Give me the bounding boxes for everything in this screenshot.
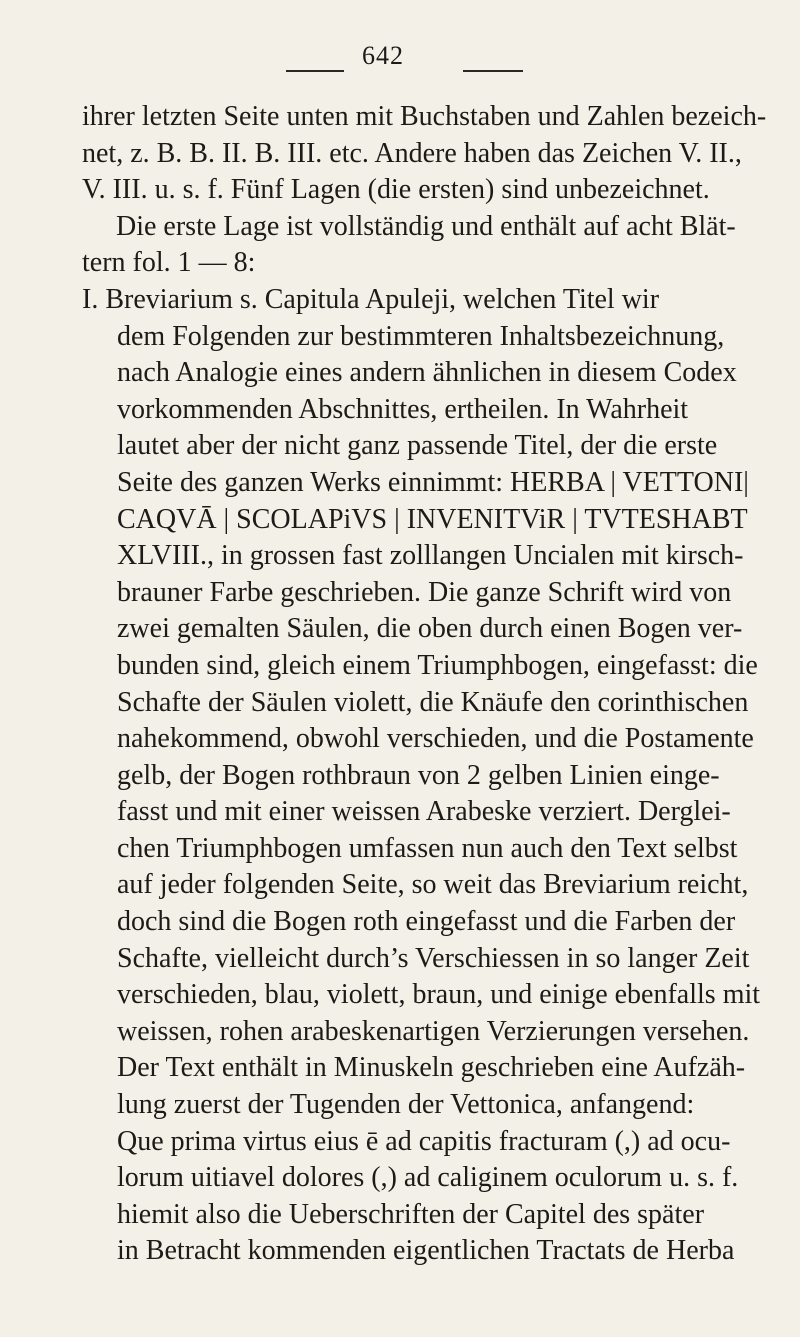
- text-line-5: tern fol. 1 — 8:: [82, 247, 256, 279]
- text-line-21: chen Triumphbogen umfassen nun auch den Text selbst: [117, 832, 738, 864]
- text-line-23: doch sind die Bogen roth eingefasst und die Farben der: [117, 906, 736, 938]
- text-line-18: nahekommend, obwohl verschieden, und die Postamente: [117, 723, 754, 755]
- text-line-17: Schafte der Säulen violett, die Knäufe den corinthischen: [117, 686, 749, 718]
- text-line-3: V. III. u. s. f. Fünf Lagen (die ersten) sind unbezeichnet.: [82, 174, 710, 206]
- text-line-22: auf jeder folgenden Seite, so weit das Breviarium reicht,: [117, 869, 749, 901]
- text-line-15: zwei gemalten Säulen, die oben durch einen Bogen ver-: [117, 613, 743, 645]
- text-line-29: Que prima virtus eius ē ad capitis fracturam (,) ad ocu-: [117, 1125, 731, 1157]
- text-line-4: Die erste Lage ist vollständig und enthält auf acht Blät-: [116, 210, 736, 242]
- text-line-9: vorkommenden Abschnittes, ertheilen. In Wahrheit: [117, 393, 689, 425]
- text-line-25: verschieden, blau, violett, braun, und einige ebenfalls mit: [117, 979, 761, 1011]
- text-line-20: fasst und mit einer weissen Arabeske verziert. Derglei-: [117, 796, 731, 828]
- text-line-7: dem Folgenden zur bestimmteren Inhaltsbezeichnung,: [117, 320, 725, 352]
- text-line-28: lung zuerst der Tugenden der Vettonica, anfangend:: [117, 1089, 695, 1121]
- text-line-11: Seite des ganzen Werks einnimmt: HERBA | VETTONI|: [117, 466, 749, 498]
- text-line-19: gelb, der Bogen rothbraun von 2 gelben Linien einge-: [117, 759, 720, 791]
- text-line-2: net, z. B. B. II. B. III. etc. Andere haben das Zeichen V. II.,: [82, 137, 742, 169]
- text-line-26: weissen, rohen arabeskenartigen Verzierungen versehen.: [117, 1015, 750, 1047]
- text-line-32: in Betracht kommenden eigentlichen Tractats de Herba: [117, 1235, 735, 1267]
- text-line-13: XLVIII., in grossen fast zolllangen Uncialen mit kirsch-: [117, 540, 744, 572]
- page-header: [0, 32, 800, 72]
- text-line-30: lorum uitiavel dolores (,) ad caliginem oculorum u. s. f.: [117, 1162, 739, 1194]
- text-line-10: lautet aber der nicht ganz passende Titel, der die erste: [117, 430, 718, 462]
- text-line-24: Schafte, vielleicht durch’s Verschiessen in so langer Zeit: [117, 942, 750, 974]
- text-line-12: CAQVĀ | SCOLAPiVS | INVENITViR | TVTESHABT: [117, 503, 748, 535]
- text-line-1: ihrer letzten Seite unten mit Buchstaben und Zahlen bezeich-: [82, 101, 767, 132]
- left-header-rule: [286, 70, 344, 72]
- text-line-14: brauner Farbe geschrieben. Die ganze Schrift wird von: [117, 576, 732, 608]
- text-line-8: nach Analogie eines andern ähnlichen in diesem Codex: [117, 357, 737, 389]
- text-line-31: hiemit also die Ueberschriften der Capitel des später: [117, 1198, 705, 1230]
- body-text: [82, 99, 767, 1270]
- text-line-27: Der Text enthält in Minuskeln geschrieben eine Aufzäh-: [117, 1052, 746, 1084]
- text-line-6: I. Breviarium s. Capitula Apuleji, welchen Titel wir: [82, 283, 660, 315]
- page-number: 642: [362, 41, 404, 70]
- right-header-rule: [463, 70, 523, 72]
- text-line-16: bunden sind, gleich einem Triumphbogen, eingefasst: die: [117, 649, 758, 681]
